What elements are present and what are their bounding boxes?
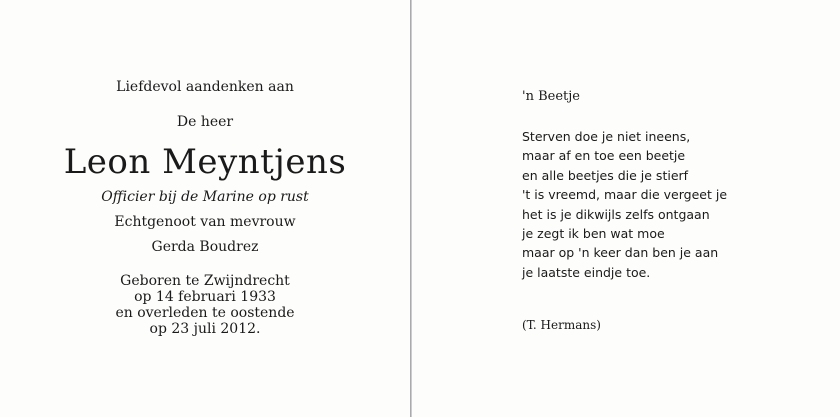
deceased-role: Officier bij de Marine op rust	[101, 189, 309, 205]
deceased-name: Leon Meyntjens	[63, 142, 347, 182]
poem-line: je laatste eindje toe.	[522, 264, 651, 280]
poem-text	[522, 127, 727, 282]
poem-line: en alle beetjes die je stierf	[522, 167, 689, 183]
left-panel	[0, 0, 410, 417]
poem-title: 'n Beetje	[522, 89, 580, 104]
spouse-label: Echtgenoot van mevrouw	[114, 214, 296, 230]
poem-line: Sterven doe je niet ineens,	[522, 129, 691, 144]
poem-line: je zegt ik ben wat moe	[522, 226, 665, 242]
death-date: op 23 juli 2012.	[149, 321, 261, 337]
poem-line: 't is vreemd, maar die vergeet je	[522, 187, 728, 203]
poem-line: maar af en toe een beetje	[522, 148, 686, 164]
intro-text: Liefdevol aandenken aan	[116, 79, 294, 95]
honorific: De heer	[176, 114, 234, 130]
birth-place: Geboren te Zwijndrecht	[120, 273, 290, 289]
birth-date: op 14 februari 1933	[134, 289, 276, 305]
poem-line: maar op 'n keer dan ben je aan	[522, 245, 719, 261]
poem-line: het is je dikwijls zelfs ontgaan	[522, 206, 710, 222]
death-place: en overleden te oostende	[115, 305, 295, 321]
card-fold-divider	[410, 0, 412, 417]
poem-author: (T. Hermans)	[522, 318, 601, 332]
spouse-name: Gerda Boudrez	[151, 239, 259, 255]
